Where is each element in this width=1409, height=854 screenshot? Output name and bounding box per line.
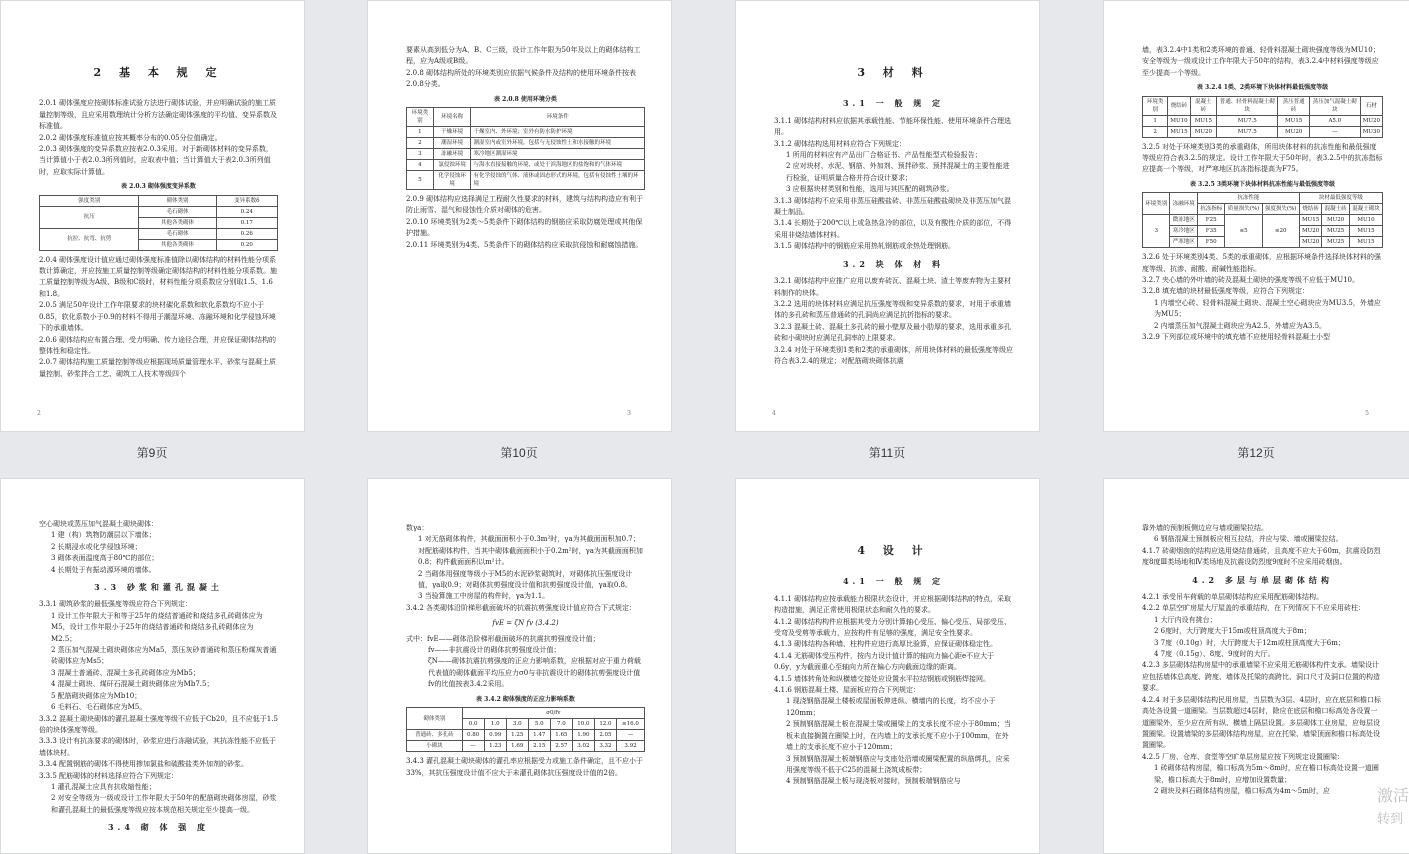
chapter-title: 3 材 料	[857, 66, 930, 79]
paragraph: 4.1.4 无筋砌体受压构件，按内力设计值计算的轴向力偏心距e不应大于0.6y，y为截面重心至轴向力所在偏心方向截面边缘的距离。	[774, 651, 995, 672]
list-item: 1 所用的材料应有产品出厂合格证书、产品性能型式检验报告；	[786, 151, 982, 160]
page-15[interactable]	[735, 478, 1040, 854]
paragraph: 靠外墙的预制板侧边应与墙或圈梁拉结。	[1142, 524, 1268, 532]
list-item: 1 内墙空心砖、轻骨料混凝土砌块、混凝土空心砌块应为MU3.5，外墙应为MU5；	[1154, 298, 1381, 319]
paragraph: 3.2.2 选用的块体材料应满足抗压强度等级和变异系数的要求，对用于承重墙体的多孔砖和蒸压普通砖的孔洞尚应满足抗折指标的要求。	[774, 299, 1012, 320]
chapter-title: 4 设 计	[857, 544, 930, 557]
page-number: 5	[1365, 409, 1369, 417]
page-number: 2	[37, 409, 41, 417]
list-item: 2 当砌体用强度等级小于M5的水泥砂浆砌筑时，对砌体抗压强度设计值，γa取0.9；对砌体抗剪强度设计值和抗剪强度设计值，γa取0.8。	[418, 569, 633, 590]
paragraph: 4.1.5 墙体转角处和纵横墙交接处应设置水平拉结钢筋或钢筋焊接网。	[774, 674, 991, 683]
page-11[interactable]	[735, 0, 1040, 432]
paragraph: 3.2.7 夹心墙的外叶墙的砖及混凝土砌块的强度等级不应低于MU10。	[1142, 276, 1360, 285]
list-item: 1 灌孔混凝土应具有抗收缩性能；	[51, 782, 156, 791]
list-item: 6 毛料石、毛石砌体应为M5。	[51, 703, 147, 712]
paragraph: 4.1.3 砌体结构各种墙、柱构件应进行高厚比验算，应保证砌体稳定性。	[774, 640, 998, 649]
list-item: 3 砌体表面温度高于80℃的部位；	[51, 554, 159, 563]
paragraph: 数γa：	[406, 524, 429, 532]
list-item: 1 现浇钢筋混凝土楼板或屋面板伸进纵、横墙内的长度，均不应小于120mm；	[786, 697, 996, 717]
paragraph: 空心砌块或蒸压加气混凝土砌块砌体：	[39, 520, 158, 528]
watermark-line-1: 激活	[1376, 788, 1409, 805]
table-caption: 表 3.4.2 砌体强度的正应力影响系数	[476, 695, 575, 703]
stress-factor-table: 砌体类别 σ0/fv 0.0 1.0 3.0 5.0 7.0 10.0 12.0 ≥16.0 普通砖、多孔砖 0.80 0.99 1.25 1.47 1.65 1.90 2.05 — 小砌块 — 1.23 1.69 2.15 2.57 3.02 3.32 3.92	[406, 707, 645, 752]
list-item: 2 应对块材、水泥、钢筋、外加剂、预拌砂浆、预拌混凝土的主要性能进行检验，证明质量合格并符合设计要求；	[786, 162, 1010, 182]
list-item: 5 配筋砌块砌体应为Mb10；	[51, 691, 142, 700]
paragraph: 3.2.4 对处于环境类别1类和2类的承重砌体，所用块体材料的最低强度等级应符合表3.2.4的规定；对配筋砌块砌体抗震	[774, 345, 1013, 365]
page-13[interactable]	[0, 478, 305, 854]
paragraph: 4.2.5 厂房、仓库、食堂等空旷单层房屋应按下列规定设置圈梁：	[1142, 752, 1345, 761]
list-item: 1 建（构）筑物防潮层以下墙体；	[51, 531, 156, 540]
list-item: 1 设计工作年限大于和等于25年的烧结普通砖和烧结多孔砖砌体应为M5，设计工作年限小于25年的烧结普通砖和烧结多孔砖砌体应为M2.5；	[51, 611, 263, 643]
page-label-11[interactable]: 第11页	[868, 446, 906, 460]
paragraph: 3.4.3 灌孔混凝土砌块砌体的灌孔率应根据受力或施工条件确定，且不应小于33%，其抗压强度设计值不应大于未灌孔砌体抗压强度设计值的2倍。	[406, 757, 644, 777]
list-item: 1 对无筋砌体构件，其截面面积小于0.3m²时，γa为其截面面积加0.7；对配筋砌体构件，当其中砌体截面面积小于0.2m²时，γa为其截面面积加0.8；构件截面面积以m²计。	[418, 535, 643, 567]
definition: ζN——砌体抗震抗剪强度的正应力影响系数，应根据对应于重力荷载代表值的砌体截面平均压应力σ0与非抗震设计的砌体抗剪强度设计值fv的比值按表3.4.2采用。	[428, 657, 641, 689]
paragraph: 2.0.11 环境类别为4类、5类条件下的砌体结构应采取抗侵蚀和耐腐蚀措施。	[406, 240, 643, 249]
paragraph: 4.1.2 砌体结构构件应根据其受力分别计算轴心受压、偏心受压、局部受压、受弯及受剪等承载力，应按构件有足够的强度，满足安全性要求。	[774, 617, 1012, 638]
paragraph: 3.2.6 处于环境类别4类、5类的承重砌体，应根据环境条件选择块体材料的强度等级、抗渗、耐酸、耐碱性能指标。	[1142, 253, 1381, 273]
list-item: 2 长期浸水或化学侵蚀环境；	[51, 542, 142, 551]
page-label-10[interactable]: 第10页	[500, 446, 538, 460]
paragraph: 3.3.4 配置钢筋的砌体不得使用掺加氯盐和硫酸盐类外加剂的砂浆。	[39, 760, 249, 769]
list-item: 1 砖砌体结构房屋，檐口标高为5m～8m时，应在檐口标高处设置一道圈梁，檐口标高大于8m时，应增加设置数量；	[1154, 764, 1379, 784]
list-item: 2 预制钢筋混凝土板在混凝土梁或圈梁上的支承长度不应小于80mm；当板未直接搁置在圈梁上时，在内墙上的支承长度不应小于100mm，在外墙上的支承长度不应小于120mm；	[786, 720, 1011, 752]
table-caption: 表 3.2.4 1类、2类环境下块体材料最低强度等级	[1196, 84, 1329, 92]
list-item: 4 7度（0.15g）、8度、9度时的大厅。	[1154, 650, 1275, 659]
paragraph: 3.2.1 砌体结构中应推广应用以废弃砖瓦、混凝土块、渣土等废弃物为主要材料制作的块体。	[774, 277, 1012, 297]
page-label-12[interactable]: 第12页	[1237, 446, 1275, 460]
page-12[interactable]	[1103, 0, 1409, 432]
paragraph: 3.1.3 砌体结构不应采用非蒸压硅酸盐砖、非蒸压硅酸盐砌块及非蒸压加气混凝土制品。	[774, 196, 1012, 217]
chapter-title: 2 基 本 规 定	[93, 66, 224, 79]
paragraph: 3.1.5 砌体结构中的钢筋应采用热轧钢筋或余热处理钢筋。	[774, 242, 956, 251]
paragraph: 3.2.5 对处于环境类别3类的承重砌体，所用块体材料的抗冻性能和最低强度等级应符合表3.2.5的规定。设计工作年限大于50年时，表3.2.5中的抗冻指标应提高一个等级，对严寒地区抗冻指标提高为F75。	[1142, 142, 1383, 174]
variation-coefficient-table: 强度类别 砌体类别 变异系数δ 抗压 毛石砌体 0.24 其他各类砌体 0.17 抗拉、抗弯、抗剪 毛石砌体 0.26 其他各类砌体 0.20	[39, 195, 278, 251]
paragraph: 4.2.3 多层砌体结构房屋中的承重墙梁不应采用无筋砌体构件支承。墙梁设计应包括墙体总高度、跨度、墙体及托梁的高跨比、洞口尺寸及洞口位置的构造要求。	[1142, 661, 1380, 693]
list-item: 4 混凝土砌块、煤矸石混凝土砌块砌体应为Mb7.5；	[51, 680, 214, 689]
list-item: 4 预制钢筋混凝土板与现浇板对接时，预制板端钢筋应与	[786, 777, 961, 786]
paragraph: 2.0.9 砌体结构应选择满足工程耐久性要求的材料，建筑与结构构造应有利于防止雨雪、湿气和侵蚀性介质对砌体的危害。	[406, 195, 644, 215]
list-item: 2 对安全等级为一级或设计工作年限大于50年的配筋砌块砌体房屋，砂浆和灌孔混凝土的最低强度等级应按本规范相关规定至少提高一级。	[51, 794, 277, 814]
frost-resistance-table: 环境类别 冻融环境 抗冻性能 块材最低强度等级 抗冻指标 质量损失(%) 强度损失(%) 烧结砖 混凝土砖 混凝土砌块 3 微冻地区 F25 ≤5 ≤20 MU15 MU20 MU10 寒冷地区 F35 MU20 MU25 MU15 严寒地区 F50 MU20 MU25 MU15	[1142, 192, 1383, 248]
paragraph: 要素从高到低分为A、B、C三级，设计工作年限为50年及以上的砌体结构工程，应为A级或B级。	[406, 46, 641, 66]
paragraph: 墙，表3.2.4中1类和2类环境的普通、轻骨料混凝土砌块强度等级为MU10；安全等级为一级或设计工作年限大于50年的结构，表3.2.4中材料强度等级应至少提高一个等级。	[1142, 46, 1380, 77]
list-item: 3 应根据块材类别和性能，选用与其匹配的砌筑砂浆。	[786, 185, 954, 194]
block-strength-table: 环境类别 烧结砖 混凝土砖 普通、轻骨料混凝土砌块 蒸压普通砖 蒸压加气混凝土砌块 石材 1 MU10 MU15 MU7.5 MU15 A5.0 MU20 2 MU15 MU20 MU7.5 MU20 — MU30	[1142, 96, 1383, 138]
paragraph: 4.2.2 单层空旷房屋大厅屋盖的承重结构，在下列情况下不应采用砖柱：	[1142, 604, 1366, 613]
list-item: 3 当验算施工中房屋的构件时，γa为1.1。	[418, 592, 550, 601]
page-number: 4	[772, 409, 776, 417]
formula: fvE = ζN fv (3.4.2)	[492, 619, 559, 628]
paragraph: 3.1.4 长期处于200℃以上或急热急冷的部位，以及有酸性介质的部位，不得采用非烧结墙体材料。	[774, 219, 1012, 239]
environment-table: 环境类别 环境名称 环境条件 1 干燥环境 干燥室内、外环境；室外有防水防护环境 2 潮湿环境 潮湿室内或室外环境，包括与无侵蚀性土和水接触的环境 3 冻融环境 寒冷地区潮湿环境 4 氯侵蚀环境 与海水直接接触的环境，或处于滨海地区的盐饱和的气体环境 5 化学侵蚀环境 有化学侵蚀的气体、液体或固态形式的环境，包括有侵蚀性土壤的环境	[406, 107, 645, 190]
section-title: 3.2 块 体 材 料	[842, 258, 945, 269]
paragraph: 3.2.8 填充墙的块材最低强度等级，应符合下列规定：	[1142, 287, 1310, 296]
page-10[interactable]	[367, 0, 672, 432]
paragraph: 3.4.2 各类砌体沿阶梯形截面破坏的抗震抗剪强度设计值应符合下式规定：	[406, 603, 637, 612]
page-16[interactable]	[1103, 478, 1409, 854]
paragraph: 4.2.4 对于多层砌体结构民用房屋，当层数为3层、4层时，应在底层和檐口标高处各设置一道圈梁。当层数超过4层时，除应在底层和檐口标高处各设置一道圈梁外，至少应在所有纵、横墙上隔层设置。多层砌体工业房屋，应每层设置圈梁。设置墙梁的多层砌体结构房屋，应在托梁、墙梁顶面和檐口标高处设置圈梁。	[1142, 695, 1381, 750]
list-item: 4 长期处于有振动源环境的墙体。	[51, 565, 156, 574]
list-item: 3 预制钢筋混凝土板端钢筋应与支座处沿墙或圈梁配置的纵筋绑扎，应采用强度等级不低于C25的混凝土浇筑成板带；	[786, 754, 1010, 774]
section-title: 3.4 砌 体 强 度	[107, 822, 210, 833]
list-item: 1 大厅内设有挑台；	[1154, 615, 1217, 624]
table-caption: 表 2.0.8 使用环境分类	[494, 95, 557, 103]
paragraph: 2.0.3 砌体强度的变异系数应按表2.0.3采用。对于新砌体材料的变异系数，当计算值小于表2.0.3所列值时，应取表中值；当计算值大于表2.0.3所列值时，应取实际计算值。	[39, 145, 273, 176]
list-item: 2 6度时，大厅跨度大于15m或柱顶高度大于8m；	[1154, 627, 1311, 636]
table-caption: 表 3.2.5 3类环境下块体材料抗冻性能与最低强度等级	[1189, 180, 1336, 188]
paragraph: 2.0.5 满足50年设计工作年限要求的块材碳化系数和软化系数均不应小于0.85，软化系数小于0.9的材料不得用于潮湿环境、冻融环境和化学侵蚀环境下的承重墙体。	[39, 301, 276, 333]
page-number: 3	[627, 409, 631, 417]
page-label-9[interactable]: 第9页	[136, 446, 168, 460]
list-item: 3 混凝土普通砖、混凝土多孔砖砌体应为Mb5；	[51, 668, 200, 677]
paragraph: 2.0.4 砌体强度设计值应通过砌体强度标准值除以砌体结构的材料性能分项系数计算确定，并应按施工质量控制等级确定砌体结构的材料性能分项系数。施工质量控制等级为A级、B级和C级时，材料性能分项系数应分别取1.5、1.6和1.8。	[39, 255, 277, 298]
list-item: 3 7度（0.10g）时，大厅跨度大于12m或柱顶高度大于6m；	[1154, 638, 1345, 647]
paragraph: 3.1.1 砌体结构材料应依据其承载性能、节能环保性能、使用环境条件合理选用。	[774, 116, 1012, 137]
list-item: 2 蒸压加气混凝土砌块砌体应为Ma5，蒸压灰砂普通砖和蒸压粉煤灰普通砖砌体应为Ms5；	[51, 646, 277, 666]
watermark-line-2: 转到	[1376, 811, 1403, 826]
paragraph: 3.3.3 设计有抗冻要求的砌体时，砂浆应进行冻融试验，其抗冻性能不应低于墙体块材。	[39, 737, 277, 757]
section-title: 4.2 多层与单层砌体结构	[1192, 574, 1333, 585]
definition: fv——非抗震设计的砌体抗剪强度设计值；	[428, 646, 561, 655]
paragraph: 4.1.7 砖砌烟囱的结构应选用烧结普通砖，且高度不应大于60m，抗震设防烈度8度Ⅲ类场地和Ⅳ类场地及抗震设防烈度9度时不应采用砖烟囱。	[1142, 546, 1381, 567]
definition: 式中：fvE——砌体沿阶梯形截面破坏的抗震抗剪强度设计值；	[406, 634, 600, 643]
paragraph: 2.0.2 砌体强度标准值应按其概率分布的0.05分位值确定。	[39, 133, 222, 142]
paragraph: 3.3.5 配筋砌体的材料选择应符合下列规定：	[39, 771, 179, 780]
section-title: 3.3 砂浆和灌孔混凝土	[94, 582, 223, 593]
paragraph: 2.0.6 砌体结构应布置合理、受力明确、传力途径合理，并应保证砌体结构的整体性和稳定性。	[39, 335, 277, 355]
paragraph: 2.0.1 砌体强度应按砌体标准试验方法进行砌体试验，并应明确试验的施工质量控制等级，且应采用数理统计分析方法确定砌体强度的平均值、变异系数及标准值。	[39, 99, 277, 131]
paragraph: 2.0.10 环境类别为2类～5类条件下砌体结构的钢筋应采取防腐处理或其他保护措施。	[406, 217, 643, 238]
activation-watermark	[1377, 786, 1409, 830]
list-item: 2 砌块及料石砌体结构房屋，檐口标高为4m～5m时，应	[1154, 786, 1330, 795]
paragraph: 3.3.2 混凝土砌块砌体的灌孔混凝土强度等级不应低于Cb20，且不应低于1.5倍的块体强度等级。	[39, 714, 278, 734]
list-item: 6 钢筋混凝土预制板应相互拉结，并应与梁、墙或圈梁拉结。	[1154, 535, 1343, 544]
paragraph: 3.3.1 砌筑砂浆的最低强度等级应符合下列规定：	[39, 600, 193, 609]
paragraph: 2.0.7 砌体结构施工质量控制等级应根据现场质量管理水平、砂浆与混凝土质量控制、砂浆拌合工艺、砌筑工人技术等级四个	[39, 358, 277, 378]
paragraph: 3.2.9 下列部位或环境中的填充墙不应使用轻骨料混凝土小型	[1142, 333, 1331, 342]
paragraph: 4.1.6 钢筋混凝土楼、屋面板应符合下列规定：	[774, 686, 921, 695]
paragraph: 3.2.3 混凝土砖、混凝土多孔砖的最小壁厚及最小肋厚的要求，选用承重多孔砖和小砌块时应满足孔洞率的上限要求。	[774, 322, 1012, 343]
paragraph: 2.0.8 砌体结构所处的环境类别应依据气候条件及结构的使用环境条件按表2.0.8分类。	[406, 68, 637, 89]
page-14[interactable]	[367, 478, 672, 854]
section-title: 3.1 一 般 规 定	[842, 98, 945, 109]
page-9[interactable]	[0, 0, 305, 432]
paragraph: 3.1.2 砌体结构选用材料应符合下列规定：	[774, 139, 907, 148]
paragraph: 4.1.1 砌体结构应按承载能力极限状态设计，并应根据砌体结构的特点，采取构造措施，满足正常使用极限状态和耐久性的要求。	[774, 594, 1012, 615]
section-title: 4.1 一 般 规 定	[842, 576, 945, 587]
paragraph: 4.2.1 承受吊车荷载的单层砌体结构应采用配筋砌体结构。	[1142, 593, 1324, 602]
table-caption: 表 2.0.3 砌体强度变异系数	[121, 183, 196, 191]
list-item: 2 内墙蒸压加气混凝土砌块应为A2.5，外墙应为A3.5。	[1154, 321, 1327, 330]
